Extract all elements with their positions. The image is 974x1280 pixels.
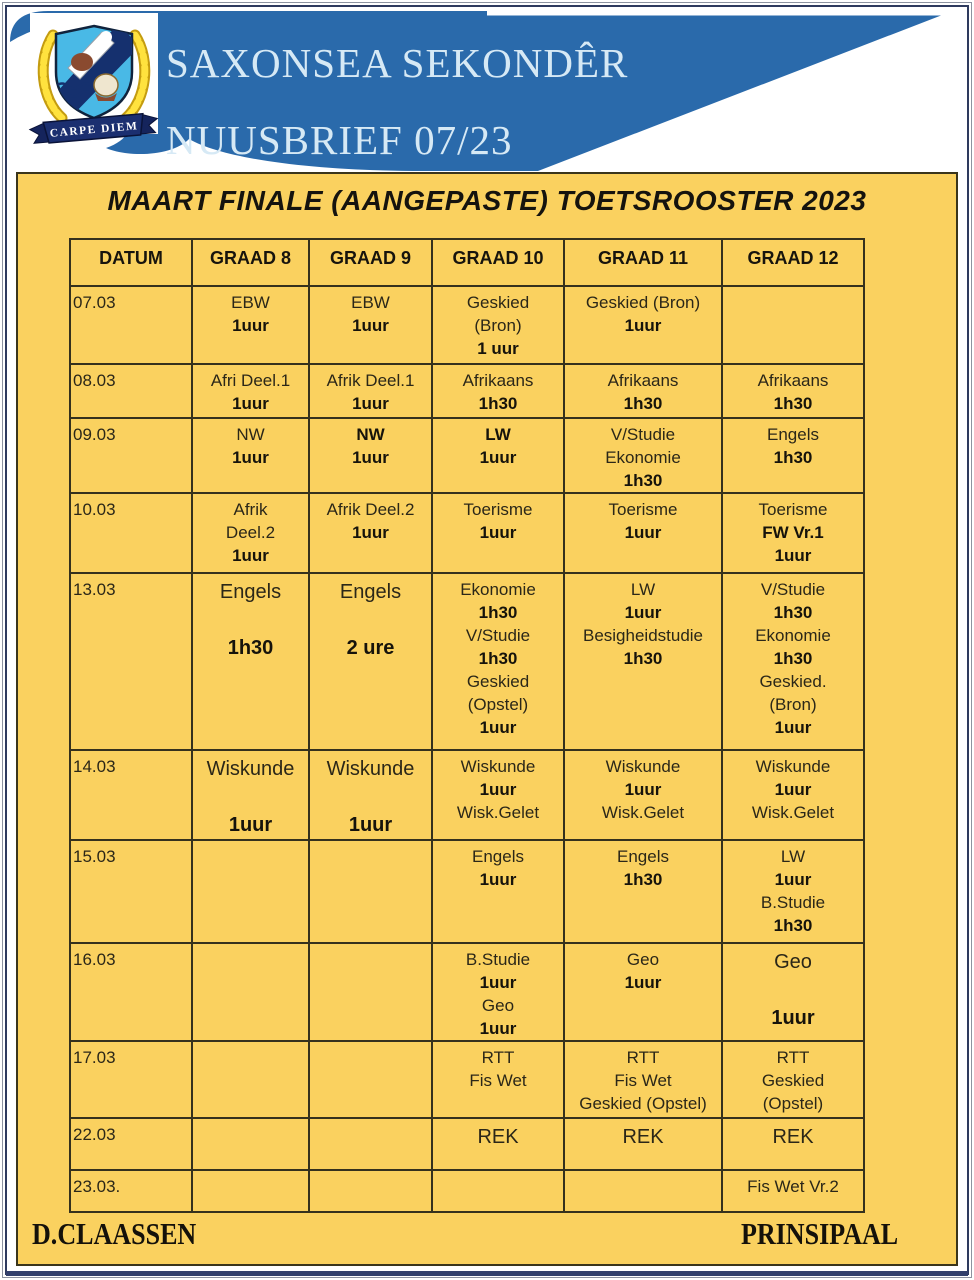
subject-line: 1uur (774, 546, 812, 565)
subject-line: B.Studie (465, 950, 531, 969)
subject-line: 1h30 (773, 603, 813, 622)
subject-cell (564, 840, 722, 943)
subject-line: Toerisme (608, 500, 678, 519)
column-header: GRAAD 12 (722, 239, 864, 286)
subject-line: Afri Deel.1 (210, 371, 291, 390)
subject-line: 1uur (479, 1019, 517, 1038)
subject-line: 1uur (771, 1007, 815, 1029)
subject-line: Wisk.Gelet (456, 803, 540, 822)
subject-line: Ekonomie (460, 580, 536, 599)
subject-line: Deel.2 (225, 523, 276, 542)
subject-cell (564, 943, 722, 1041)
subject-cell (564, 493, 722, 573)
header-row (70, 239, 864, 286)
subject-cell (432, 573, 564, 750)
subject-line: Geskied (761, 1071, 825, 1090)
subject-cell (192, 573, 309, 750)
subject-line: Wiskunde (460, 757, 536, 776)
timetable-head (70, 239, 864, 286)
subject-line: Fis Wet (469, 1071, 527, 1090)
subject-line: 1uur (352, 448, 389, 467)
timetable-body (70, 286, 864, 1212)
subject-cell (432, 1041, 564, 1118)
subject-cell (722, 750, 864, 840)
subject-line: Fis Wet (614, 1071, 672, 1090)
subject-line: Afrikaans (462, 371, 534, 390)
date-cell: 16.03 (70, 943, 192, 1041)
subject-line: EBW (351, 293, 390, 312)
subject-cell (722, 1170, 864, 1212)
subject-cell (309, 364, 432, 418)
subject-line: 1uur (352, 316, 389, 335)
subject-line: Afrik Deel.1 (326, 371, 415, 390)
subject-cell (722, 943, 864, 1041)
subject-cell (432, 286, 564, 364)
subject-line: Afrikaans (757, 371, 829, 390)
subject-line: Geskied. (759, 672, 827, 691)
subject-cell (192, 493, 309, 573)
subject-line: Engels (472, 847, 524, 866)
subject-line: 1h30 (773, 394, 813, 413)
subject-cell (192, 1170, 309, 1212)
subject-line: 1uur (228, 814, 273, 836)
subject-line: RTT (481, 1048, 515, 1067)
date-cell: 08.03 (70, 364, 192, 418)
subject-line: 1uur (479, 523, 517, 542)
subject-line: (Bron) (769, 695, 817, 714)
subject-line: (Bron) (474, 316, 522, 335)
subject-cell (309, 418, 432, 493)
subject-line: 1uur (624, 316, 662, 335)
subject-line: LW (630, 580, 656, 599)
subject-line: Engels (339, 581, 402, 603)
subject-line: 1uur (232, 546, 269, 565)
column-header: GRAAD 11 (564, 239, 722, 286)
subject-line: 1h30 (478, 649, 518, 668)
subject-line: Engels (219, 581, 282, 603)
subject-line: Wiskunde (755, 757, 831, 776)
subject-cell (564, 750, 722, 840)
subject-cell (722, 418, 864, 493)
subject-line: Wiskunde (326, 758, 415, 780)
subject-cell (192, 286, 309, 364)
subject-cell (432, 1170, 564, 1212)
subject-line: 1uur (774, 870, 812, 889)
timetable (69, 238, 865, 1213)
subject-cell (309, 286, 432, 364)
subject-line: Afrikaans (607, 371, 679, 390)
subject-line: V/Studie (760, 580, 826, 599)
subject-line: 1uur (624, 603, 662, 622)
date-cell: 17.03 (70, 1041, 192, 1118)
subject-line: Geskied (Bron) (585, 293, 701, 312)
spacer-line (725, 976, 861, 1004)
subject-line: REK (772, 1126, 814, 1148)
subject-cell (564, 1118, 722, 1170)
subject-cell (192, 840, 309, 943)
table-row (70, 286, 864, 364)
subject-line: 1h30 (773, 448, 813, 467)
spacer-line (312, 606, 429, 634)
subject-line: EBW (231, 293, 270, 312)
table-row (70, 1170, 864, 1212)
header-banner (0, 0, 974, 172)
subject-cell (432, 418, 564, 493)
table-row (70, 364, 864, 418)
subject-cell (309, 840, 432, 943)
subject-line: 1uur (624, 523, 662, 542)
date-cell: 09.03 (70, 418, 192, 493)
subject-cell (722, 573, 864, 750)
date-cell: 15.03 (70, 840, 192, 943)
subject-line: FW Vr.1 (762, 523, 824, 542)
subject-line: 1uur (352, 394, 389, 413)
subject-line: V/Studie (465, 626, 531, 645)
subject-line: Geskied (466, 293, 530, 312)
content-panel (16, 172, 958, 1266)
date-cell: 07.03 (70, 286, 192, 364)
subject-cell (722, 840, 864, 943)
subject-cell (432, 493, 564, 573)
subject-cell (432, 943, 564, 1041)
subject-line: 1uur (479, 973, 517, 992)
subject-cell (564, 418, 722, 493)
subject-cell (564, 573, 722, 750)
subject-line: 1uur (774, 718, 812, 737)
subject-line: 1h30 (227, 637, 274, 659)
subject-line: Wiskunde (605, 757, 681, 776)
table-row (70, 418, 864, 493)
subject-line: Geo (774, 951, 812, 973)
subject-cell (432, 364, 564, 418)
subject-cell (432, 840, 564, 943)
subject-cell (564, 1041, 722, 1118)
subject-line: 1h30 (623, 870, 663, 889)
subject-cell (192, 750, 309, 840)
subject-line: REK (622, 1126, 664, 1148)
subject-line: Wisk.Gelet (751, 803, 835, 822)
lamp-icon (94, 74, 118, 96)
subject-line: Fis Wet Vr.2 (747, 1177, 839, 1196)
subject-line: 1uur (352, 523, 389, 542)
subject-cell (432, 1118, 564, 1170)
subject-cell (722, 364, 864, 418)
subject-line: 1 uur (477, 339, 519, 358)
subject-cell (722, 493, 864, 573)
subject-line: Afrik Deel.2 (326, 500, 415, 519)
newsletter-title: NUUSBRIEF 07/23 (166, 117, 513, 163)
subject-line: 1h30 (478, 603, 518, 622)
subject-line: NW (236, 425, 265, 444)
subject-line: 1uur (624, 780, 662, 799)
table-row (70, 943, 864, 1041)
subject-line: 1uur (232, 316, 269, 335)
subject-cell (722, 1118, 864, 1170)
subject-line: Toerisme (758, 500, 828, 519)
subject-line: REK (477, 1126, 519, 1148)
subject-line: LW (485, 425, 511, 444)
column-header: GRAAD 8 (192, 239, 309, 286)
subject-cell (192, 364, 309, 418)
subject-cell (309, 943, 432, 1041)
subject-line: 1h30 (623, 471, 663, 490)
table-row (70, 750, 864, 840)
subject-line: 1uur (479, 718, 517, 737)
subject-line: B.Studie (760, 893, 826, 912)
subject-cell (192, 943, 309, 1041)
subject-line: 1h30 (773, 649, 813, 668)
subject-line: (Opstel) (762, 1094, 824, 1113)
signature-role: PRINSIPAAL (740, 1216, 898, 1251)
subject-cell (722, 1041, 864, 1118)
subject-line: Ekonomie (605, 448, 681, 467)
subject-line: Besigheidstudie (582, 626, 704, 645)
subject-line: Toerisme (463, 500, 533, 519)
school-logo (29, 13, 158, 145)
subject-cell (309, 750, 432, 840)
subject-cell (309, 573, 432, 750)
spacer-line (195, 783, 306, 811)
signature-name: D.CLAASSEN (32, 1216, 197, 1251)
subject-line: 1uur (479, 780, 517, 799)
subject-line: V/Studie (610, 425, 676, 444)
subject-line: Geskied (466, 672, 530, 691)
subject-cell (564, 1170, 722, 1212)
subject-line: NW (356, 425, 385, 444)
page-title: MAART FINALE (AANGEPASTE) TOETSROOSTER 2023 (107, 185, 867, 216)
subject-cell (192, 418, 309, 493)
table-row (70, 1118, 864, 1170)
subject-cell (564, 286, 722, 364)
subject-line: Engels (617, 847, 669, 866)
subject-line: 1h30 (773, 916, 813, 935)
subject-line: LW (780, 847, 806, 866)
subject-cell (309, 493, 432, 573)
subject-line: 1uur (348, 814, 393, 836)
subject-line: 1h30 (478, 394, 518, 413)
date-cell: 10.03 (70, 493, 192, 573)
torch-tip (100, 31, 112, 43)
table-row (70, 1041, 864, 1118)
subject-cell (192, 1041, 309, 1118)
subject-line: Afrik (233, 500, 268, 519)
subject-line: Wisk.Gelet (601, 803, 685, 822)
table-row (70, 573, 864, 750)
date-cell: 23.03. (70, 1170, 192, 1212)
spacer-line (195, 606, 306, 634)
subject-cell (564, 364, 722, 418)
hand-icon (71, 53, 93, 71)
table-row (70, 493, 864, 573)
subject-line: 1uur (232, 394, 269, 413)
subject-line: RTT (626, 1048, 660, 1067)
subject-line: 1uur (774, 780, 812, 799)
spacer-line (312, 783, 429, 811)
subject-line: 1uur (232, 448, 269, 467)
subject-line: Engels (767, 425, 819, 444)
subject-cell (309, 1118, 432, 1170)
subject-cell (432, 750, 564, 840)
subject-line: Geskied (Opstel) (579, 1094, 707, 1113)
motto-text: CARPE DIEM (49, 120, 139, 140)
subject-line: 1uur (479, 448, 517, 467)
subject-line: 1uur (624, 973, 662, 992)
date-cell: 14.03 (70, 750, 192, 840)
subject-cell (309, 1170, 432, 1212)
subject-line: Geo (626, 950, 660, 969)
column-header: GRAAD 10 (432, 239, 564, 286)
subject-line: 1h30 (623, 394, 663, 413)
subject-line: Ekonomie (755, 626, 831, 645)
column-header: GRAAD 9 (309, 239, 432, 286)
subject-cell (192, 1118, 309, 1170)
subject-line: 2 ure (346, 637, 395, 659)
bottom-blue-bar (6, 1271, 968, 1276)
subject-line: 1uur (479, 870, 517, 889)
subject-cell (722, 286, 864, 364)
date-cell: 22.03 (70, 1118, 192, 1170)
subject-line: (Opstel) (467, 695, 529, 714)
subject-cell (309, 1041, 432, 1118)
subject-line: RTT (776, 1048, 810, 1067)
school-name: SAXONSEA SEKONDÊR (166, 40, 629, 86)
column-header: DATUM (70, 239, 192, 286)
date-cell: 13.03 (70, 573, 192, 750)
subject-line: 1h30 (623, 649, 663, 668)
subject-line: Geo (481, 996, 515, 1015)
table-row (70, 840, 864, 943)
subject-line: Wiskunde (206, 758, 295, 780)
